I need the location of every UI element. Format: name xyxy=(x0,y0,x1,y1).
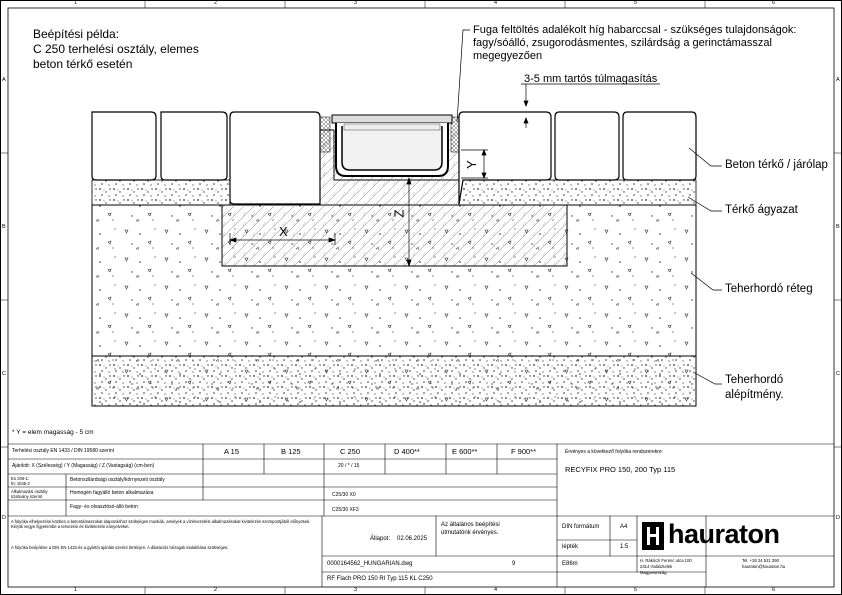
row5-value: C25/30 XF3 xyxy=(332,507,359,513)
grid-col-3: 3 xyxy=(354,0,358,6)
example-note-line-2: C 250 terhelési osztály, elemes xyxy=(33,42,199,56)
drawing-title: RF Flach PRO 150 RI Typ 115 KL C250 xyxy=(327,576,433,582)
row3-label: Betonszilárdsági osztály/környezeti osztály xyxy=(70,477,165,483)
row5-label: Fagy- és olvasztósó-álló beton xyxy=(70,504,138,510)
footnote: * Y = elem magasság - 5 cm xyxy=(12,429,94,436)
row2-label: Ajánlott: X (Szélesség) / Y (Magasság) / Z (Vastagság) (cm-ben) xyxy=(12,463,155,469)
fuga-note xyxy=(473,24,796,63)
class-d400: D 400** xyxy=(394,447,420,456)
example-note xyxy=(33,27,199,72)
tolerance-note: 3-5 mm tartós túlmagasítás xyxy=(524,73,658,85)
valid-systems: RECYFIX PRO 150, 200 Typ 115 xyxy=(565,465,676,474)
file-rev: 9 xyxy=(512,561,516,567)
bedding-layer-left xyxy=(92,180,230,205)
scale-label: lépték xyxy=(562,544,579,550)
scale-value: 1:5 xyxy=(620,544,629,550)
grid-col-6-bottom: 6 xyxy=(772,587,776,593)
class-a15: A 15 xyxy=(224,447,240,456)
example-note-line-1: Beépítési példa: xyxy=(33,27,120,41)
grid-row-b: B xyxy=(2,224,6,230)
fuga-note-line-3: megegyezően xyxy=(473,50,543,62)
grid-col-2-bottom: 2 xyxy=(214,587,218,593)
grid-row-d-right: D xyxy=(836,515,840,521)
file-code: E86m xyxy=(562,561,578,567)
dimension-z-label: Z xyxy=(391,209,407,218)
class-c250: C 250 xyxy=(340,447,361,456)
format-value: A4 xyxy=(620,524,628,530)
hauraton-logo-icon xyxy=(642,522,664,550)
state-label: Állapot: xyxy=(370,536,391,542)
label-subbase-1: Teherhordó xyxy=(725,374,784,386)
general-note-1: Az általános beépítési xyxy=(441,522,500,528)
drainage-channel xyxy=(332,115,452,176)
grid-col-6: 6 xyxy=(772,0,776,6)
grid-row-d: D xyxy=(2,515,6,521)
disclaimer-1: A folyóka elhelyezése közben a betontámaszokat alapozáshoz szükséges munkák, amelyek a vízelvezetési alkalmazásokat kivitelezés szempontjából előnyösek. Kérjük vegye figyelembe a tervezési és kivitelezési irányelveket. xyxy=(11,519,311,529)
general-note-2: útmutatónk érvényes. xyxy=(441,530,499,536)
format-label: DIN formátum xyxy=(562,524,600,530)
grid-col-1: 1 xyxy=(74,0,78,6)
disclaimer-2: A folyóka beépítése a DIN EN 1433 és a gyártói ajánlás szerint történjen. A dilatációs hézagok kialakítása szükséges. xyxy=(11,545,229,550)
fuga-note-line-1: Fuga feltöltés adalékolt híg habarccsal - szükséges tulajdonságok: xyxy=(473,24,797,36)
class-e600: E 600** xyxy=(452,447,478,456)
row4-standard: Alkalmazási osztály szabvány szerint xyxy=(11,489,48,499)
class-f900: F 900** xyxy=(511,447,537,456)
grid-col-4-bottom: 4 xyxy=(494,587,498,593)
label-base: Teherhordó réteg xyxy=(725,283,813,295)
company-address-3: Magyarország xyxy=(640,570,667,575)
row4-label: Homogén fagyálló beton alkalmazása xyxy=(70,490,154,496)
grid-col-5: 5 xyxy=(634,0,638,6)
grid-col-3-bottom: 3 xyxy=(354,587,358,593)
grid-row-c-right: C xyxy=(836,371,840,377)
fuga-leader xyxy=(457,30,470,122)
standard-label: Terhelési osztály EN 1433 / DIN 19580 szerint xyxy=(12,448,114,454)
class-b125: B 125 xyxy=(281,447,301,456)
company-tel: Tel. +36 24 521 390 xyxy=(742,558,779,563)
valid-label: Érvényes a következő folyóka rendszerekre: xyxy=(565,449,664,455)
dimension-x-label: X xyxy=(279,224,288,239)
label-paver: Beton térkő / járólap xyxy=(725,159,828,171)
dimension-y-label: Y xyxy=(463,160,479,169)
grid-col-2: 2 xyxy=(214,0,218,6)
example-note-line-3: beton térkő esetén xyxy=(33,57,133,71)
row4-value: C25/30 X0 xyxy=(332,492,356,498)
row3-standard: En 206-1: frc 1045-2 xyxy=(11,476,30,486)
company-name: hauraton xyxy=(668,519,780,549)
label-bedding: Térkő ágyazat xyxy=(725,204,798,216)
company-mail: hauraton@hauraton.hu xyxy=(742,564,786,569)
label-subbase-2: alépítmény. xyxy=(725,389,784,401)
grid-row-a: A xyxy=(2,77,6,83)
grid-col-4: 4 xyxy=(494,0,498,6)
fuga-note-line-2: fagy/sóálló, zsugorodásmentes, szilárdság a gerinctámasszal xyxy=(473,37,772,49)
file-name: 0000164562_HUNGARIAN.dwg xyxy=(327,561,413,567)
grid-col-5-bottom: 5 xyxy=(634,587,638,593)
company-address-2: 2314 Halásztelek xyxy=(640,564,673,569)
grid-row-b-right: B xyxy=(836,224,840,230)
state-date: 02.06.2025 xyxy=(397,536,428,542)
grid-row-a-right: A xyxy=(836,77,840,83)
grid-col-1-bottom: 1 xyxy=(74,587,78,593)
grid-row-c: C xyxy=(2,371,6,377)
row2-value: 20 / * / 15 xyxy=(338,463,360,469)
company-address-1: H. Rákóczi Ferenc utca 100 xyxy=(640,558,692,563)
bedding-layer-right xyxy=(459,180,696,205)
mortar-joint-left xyxy=(320,117,330,152)
